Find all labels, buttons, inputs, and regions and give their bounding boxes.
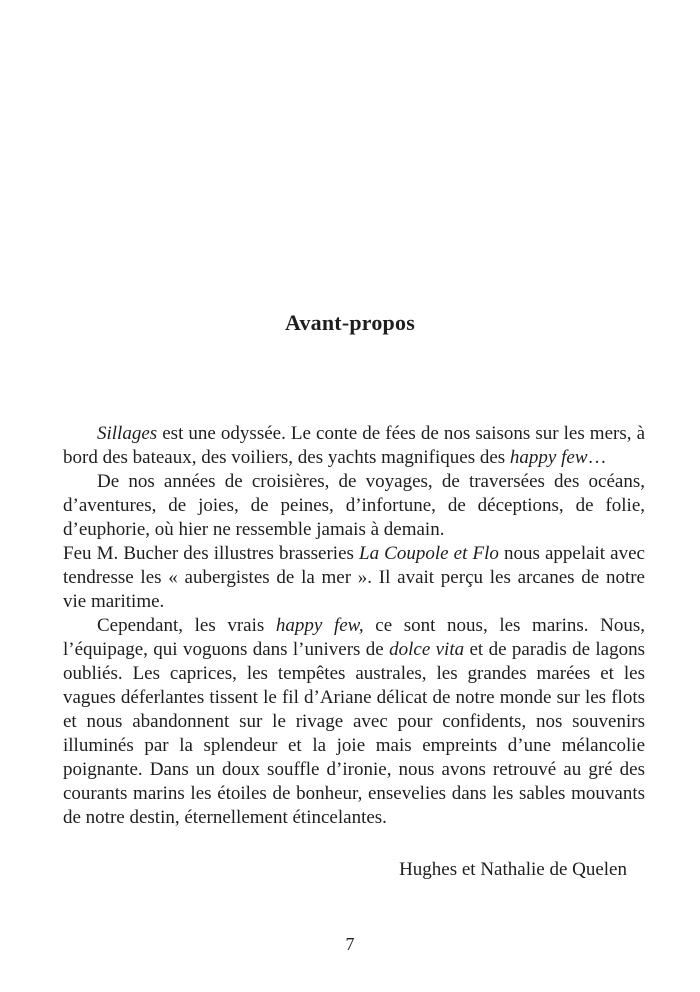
paragraph-1: Sillages est une odyssée. Le conte de fées de nos saisons sur les mers, à bord des bateaux, des voiliers, des yachts magnifiques des happy few… (63, 423, 645, 468)
signature: Hughes et Nathalie de Quelen (399, 859, 627, 880)
paragraph-2: De nos années de croisières, de voyages, de traversées des océans, d’aventures, de joies, de peines, d’infortune, de déceptions, de folie, d’euphorie, où hier ne ressemble jamais à demain. (63, 471, 645, 540)
paragraph-4: Cependant, les vrais happy few, ce sont nous, les marins. Nous, l’équipage, qui voguons dans l’univers de dolce vita et de paradis de lagons oubliés. Les caprices, les tempêtes australes, les grandes marées et les vagues déferlantes tissent le fil d’Ariane délicat de notre monde sur les flots et nous abandonnent sur le rivage avec pour confidents, nos souvenirs illuminés par la splendeur et la joie mais empreints d’une mélancolie poignante. Dans un doux souffle d’ironie, nous avons retrouvé au gré des courants marins les étoiles de bonheur, ensevelies dans les sables mouvants de notre destin, éternellement étincelantes. (63, 615, 646, 828)
body-text (63, 422, 645, 830)
page-number: 7 (345, 934, 355, 954)
paragraph-3: Feu M. Bucher des illustres brasseries La Coupole et Flo nous appelait avec tendresse les « aubergistes de la mer ». Il avait perçu les arcanes de notre vie maritime. (63, 543, 645, 612)
chapter-title: Avant-propos (285, 310, 415, 335)
